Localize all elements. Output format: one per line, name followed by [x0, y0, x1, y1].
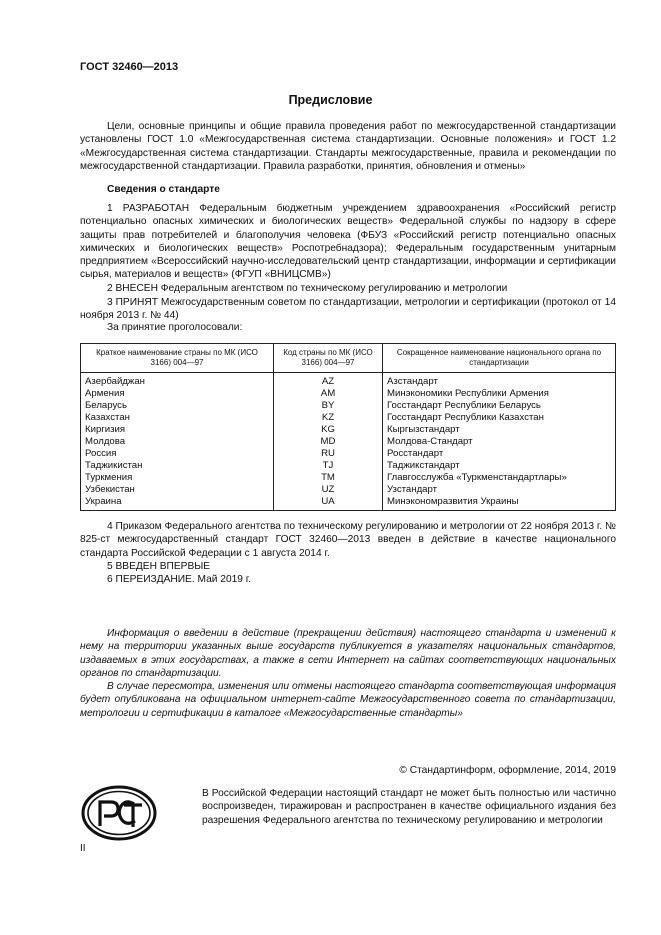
code-cell: AM — [274, 388, 383, 400]
table-row — [81, 388, 616, 400]
table-row — [81, 472, 616, 484]
body-cell: Кыргызстандарт — [383, 424, 616, 436]
voted-label: За принятие проголосовали: — [107, 322, 243, 333]
code-cell: BY — [274, 400, 383, 412]
voting-table — [80, 343, 616, 511]
body-cell: Таджикстандарт — [383, 460, 616, 472]
item-2-submitted: 2 ВНЕСЕН Федеральным агентством по техническому регулированию и метрологии — [107, 283, 508, 294]
code-cell: UZ — [274, 484, 383, 496]
code-cell: TJ — [274, 460, 383, 472]
country-cell: Армения — [81, 388, 274, 400]
table-row — [81, 436, 616, 448]
rst-logo-icon — [80, 784, 158, 842]
table-header-code: Код страны по МК (ИСО 3166) 004—97 — [274, 344, 383, 373]
code-cell: KZ — [274, 412, 383, 424]
item-4-order: 4 Приказом Федерального агентства по техническому регулированию и метрологии от 22 ноября 2013 г. № 825-ст межгосударственный стандарт ГОСТ 32460—2013 введен в действие в качестве национального стандарта Российской Федерации с 1 августа 2014 г. — [80, 521, 616, 559]
document-header: ГОСТ 32460—2013 — [80, 61, 179, 73]
rights-statement: В Российской Федерации настоящий стандарт не может быть полностью или частично воспроизведен, тиражирован и распространен в качестве официального издания без разрешения Федерального агентства по техническому регулированию и метрологии — [202, 788, 616, 826]
table-row — [81, 484, 616, 496]
info-introduction-note: Информация о введении в действие (прекращении действия) настоящего стандарта и изменений к нему на территории указанных выше государств публикуется в указателях национальных стандартов, издаваемых в этих государствах, а также в сети Интернет на сайтах соответствующих национальных органов по стандартизации. — [80, 628, 616, 679]
code-cell: TM — [274, 472, 383, 484]
table-row — [81, 424, 616, 436]
country-cell: Беларусь — [81, 400, 274, 412]
table-header-country: Краткое наименование страны по МК (ИСО 3166) 004—97 — [81, 344, 274, 373]
code-cell: UA — [274, 496, 383, 511]
table-header-body: Сокращенное наименование национального органа по стандартизации — [383, 344, 616, 373]
body-cell: Азстандарт — [383, 373, 616, 389]
info-revision-note: В случае пересмотра, изменения или отмены настоящего стандарта соответствующая информация будет опубликована на официальном интернет-сайте Межгосударственного совета по стандартизации, метрологии и сертификации в каталоге «Межгосударственные стандарты» — [80, 681, 616, 719]
table-row — [81, 412, 616, 424]
country-cell: Таджикистан — [81, 460, 274, 472]
body-cell: Минэкономики Республики Армения — [383, 388, 616, 400]
preface-title: Предисловие — [288, 93, 373, 107]
intro-paragraph: Цели, основные принципы и общие правила проведения работ по межгосударственной стандартизации установлены ГОСТ 1.0 «Межгосударственная система стандартизации. Основные положения» и ГОСТ 1.2 «Межгосударственная система стандартизации. Стандарты межгосударственные, правила и рекомендации по межгосударственной стандартизации. Правила разработки, принятия, обновления и отмены» — [80, 121, 616, 172]
body-cell: Росстандарт — [383, 448, 616, 460]
country-cell: Россия — [81, 448, 274, 460]
country-cell: Украина — [81, 496, 274, 511]
page-number: II — [80, 843, 86, 854]
table-body — [81, 373, 616, 511]
body-cell: Молдова-Стандарт — [383, 436, 616, 448]
country-cell: Молдова — [81, 436, 274, 448]
body-cell: Госстандарт Республики Беларусь — [383, 400, 616, 412]
table-header-row — [81, 344, 616, 373]
country-cell: Азербайджан — [81, 373, 274, 389]
country-cell: Киргизия — [81, 424, 274, 436]
country-cell: Казахстан — [81, 412, 274, 424]
body-cell: Узстандарт — [383, 484, 616, 496]
code-cell: RU — [274, 448, 383, 460]
code-cell: AZ — [274, 373, 383, 389]
item-1-developed: 1 РАЗРАБОТАН Федеральным бюджетным учреждением здравоохранения «Российский регистр потенциально опасных химических и биологических веществ» Федеральной службы по надзору в сфере защиты прав потребителей и благополучия человека (ФБУЗ «Российский регистр потенциально опасных химических и биологических веществ» Роспотребнадзора); Федеральным государственным унитарным предприятием «Всероссийский научно-исследовательский центр стандартизации, информации и сертификации сырья, материалов и веществ» (ФГУП «ВНИЦСМВ») — [80, 203, 616, 281]
table-row — [81, 460, 616, 472]
table-row — [81, 496, 616, 511]
table-row — [81, 448, 616, 460]
body-cell: Главгосслужба «Туркменстандартлары» — [383, 472, 616, 484]
body-cell: Минэкономразвития Украины — [383, 496, 616, 511]
code-cell: MD — [274, 436, 383, 448]
table-row — [81, 373, 616, 389]
country-cell: Узбекистан — [81, 484, 274, 496]
item-3-adopted: 3 ПРИНЯТ Межгосударственным советом по стандартизации, метрологии и сертификации (протокол от 14 ноября 2013 г. № 44) — [80, 297, 616, 322]
table-row — [81, 400, 616, 412]
copyright-line: © Стандартинформ, оформление, 2014, 2019 — [399, 765, 616, 776]
country-cell: Туркмения — [81, 472, 274, 484]
code-cell: KG — [274, 424, 383, 436]
item-5-first-introduced: 5 ВВЕДЕН ВПЕРВЫЕ — [107, 561, 211, 572]
section-title: Сведения о стандарте — [107, 184, 220, 195]
item-6-reissue: 6 ПЕРЕИЗДАНИЕ. Май 2019 г. — [107, 574, 252, 585]
body-cell: Госстандарт Республики Казахстан — [383, 412, 616, 424]
